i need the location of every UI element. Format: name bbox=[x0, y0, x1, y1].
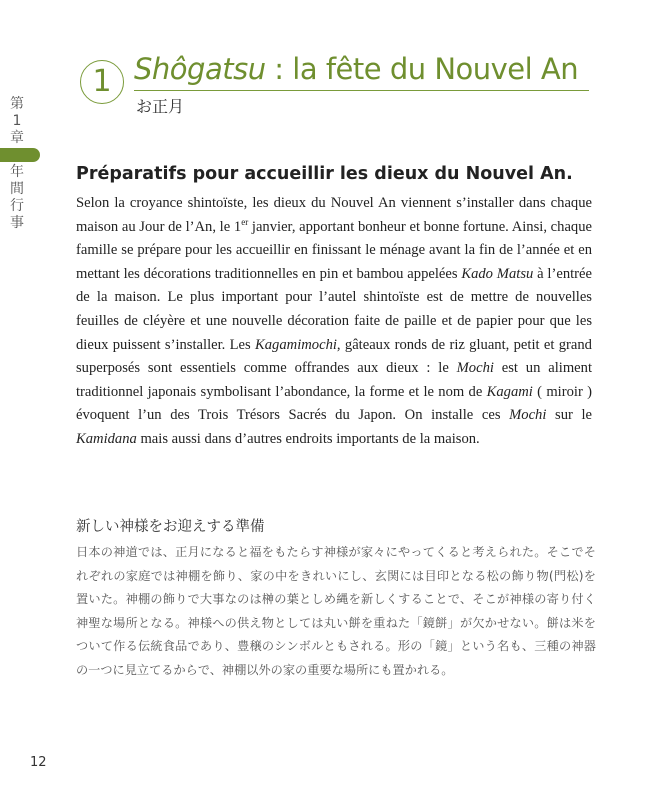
term-mochi: Mochi bbox=[509, 407, 547, 424]
section-heading-jp: 新しい神様をお迎えする準備 bbox=[76, 519, 265, 535]
term-kagami: Kagami bbox=[486, 383, 533, 400]
ordinal-superscript: er bbox=[241, 216, 249, 227]
body-fr-segment: janvier, apportant bonheur et bonne fortune. Ainsi, chaque famille se prépare pour les accueillir en finissant le ménage avant la fin de l’année et en mettant les décorations traditionnelles en pin et bambou appelées bbox=[76, 218, 592, 282]
chapter-title-rest: : la fête du Nouvel An bbox=[265, 52, 579, 86]
page-number: 12 bbox=[30, 755, 47, 770]
body-text-jp: 日本の神道では、正月になると福をもたらす神様が家々にやってくると考えられた。そこでそれぞれの家庭では神棚を飾り、家の中をきれいにし、玄関には目印となる松の飾り物(門松)を置いた。神棚の飾りで大事なのは榊の葉としめ縄を新しくすることで、そこが神様の寄り付く神聖な場所となる。神様への供え物としては丸い餅を重ねた「鏡餅」が欠かせない。餅は米をついて作る伝統食品であり、豊穣のシンボルともされる。形の「鏡」という名も、三種の神器の一つに見立てるからで、神棚以外の家の重要な場所にも置かれる。 bbox=[76, 545, 596, 677]
body-fr-segment: sur le bbox=[546, 407, 592, 424]
term-kamidana: Kamidana bbox=[76, 430, 137, 447]
side-tab-section: 年間行事 bbox=[10, 164, 24, 231]
side-tab-marker bbox=[0, 148, 40, 162]
chapter-number: 1 bbox=[92, 64, 112, 99]
body-fr-segment: , gâteaux ronds de riz gluant, petit et grand superposés sont essentiels comme offrandes aux dieux : le bbox=[76, 336, 592, 377]
body-fr-segment: Selon la croyance shintoïste, les dieux du Nouvel An viennent s’installer dans chaque maison au Jour de l’An, le 1 bbox=[76, 195, 592, 235]
chapter-number-badge bbox=[80, 60, 124, 104]
body-fr-segment: à l’entrée de la maison. Le plus important pour l’autel shintoïste est de mettre de nouvelles feuilles de cléyère et une nouvelle décoration faite de paille et de papier pour que les dieux puissent s’installer. Les bbox=[76, 265, 592, 353]
body-fr-segment: mais aussi dans d’autres endroits importants de la maison. bbox=[136, 430, 480, 447]
side-tab-chapter: 第1章 bbox=[10, 96, 24, 146]
term-kadomatsu: Kado Matsu bbox=[461, 265, 534, 282]
body-fr-segment: ( miroir ) évoquent l’un des Trois Trésors Sacrés du Japon. On installe ces bbox=[76, 383, 592, 424]
term-kagamimochi: Kagamimochi bbox=[255, 336, 337, 353]
chapter-title bbox=[134, 52, 578, 86]
body-fr-segment: est un aliment traditionnel japonais symbolisant l’abondance, la forme et le nom de bbox=[76, 360, 592, 400]
title-divider bbox=[134, 90, 589, 91]
term-mochi: Mochi bbox=[456, 360, 494, 377]
chapter-title-italic: Shôgatsu bbox=[134, 52, 266, 86]
section-heading-fr: Préparatifs pour accueillir les dieux du Nouvel An. bbox=[76, 164, 573, 184]
chapter-title-jp: お正月 bbox=[136, 97, 185, 116]
body-text-fr bbox=[76, 192, 592, 452]
